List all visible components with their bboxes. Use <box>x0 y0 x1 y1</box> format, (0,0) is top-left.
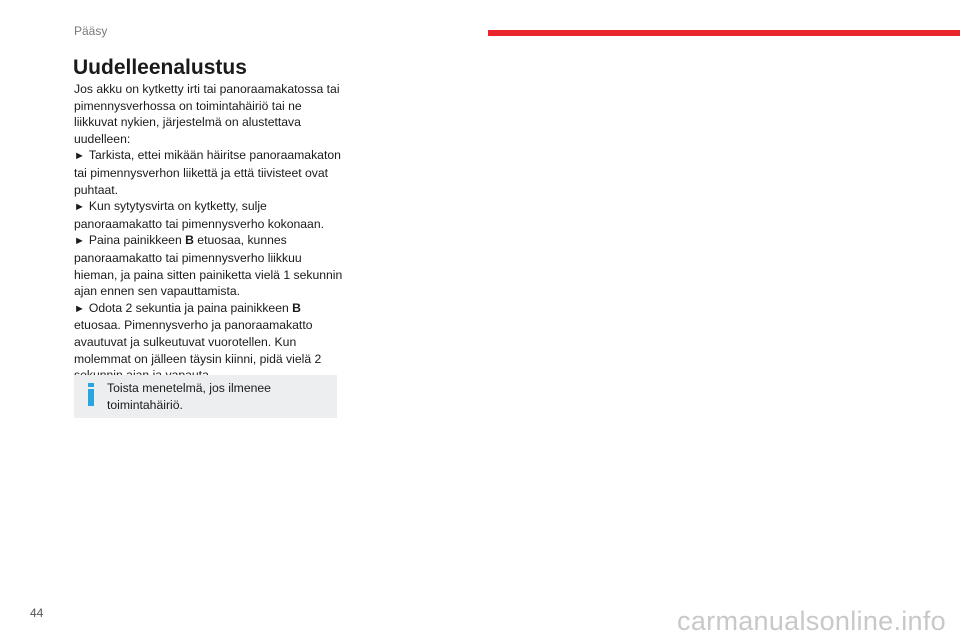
step-2 <box>74 198 344 232</box>
section-accent-bar <box>488 30 960 36</box>
step-text-after: etuosaa. Pimennysverho ja panoraamakatto avautuvat ja sulkeutuvat vuorotellen. Kun molemmat on jälleen täysin kiinni, pidä vielä 2 <box>74 318 322 366</box>
info-note <box>74 375 337 418</box>
step-text-before: Paina painikkeen <box>88 233 186 248</box>
watermark: carmanualsonline.info <box>677 606 946 636</box>
arrow-icon: ► <box>74 235 85 248</box>
button-label: B <box>185 233 194 248</box>
arrow-icon: ► <box>74 201 85 214</box>
step-1 <box>74 147 344 198</box>
arrow-icon: ► <box>74 302 85 315</box>
page-number: 44 <box>30 606 44 620</box>
page-title: Uudelleenalustus <box>73 56 247 79</box>
step-text-before: Odota 2 sekuntia ja paina painikkeen <box>88 300 293 315</box>
section-label: Pääsy <box>74 24 108 38</box>
article-body <box>74 81 344 384</box>
step-text: Kun sytytysvirta on kytketty, sulje panoraamakatto tai pimennysverho kokonaan. <box>74 199 324 231</box>
step-3 <box>74 232 344 299</box>
intro-paragraph: Jos akku on kytketty irti tai panoraamakatossa tai pimennysverhossa on toimintahäiriö tai ne liikkuvat nykien, järjestelmä on alustettava uudelleen: <box>74 82 340 146</box>
info-note-text: Toista menetelmä, jos ilmenee toimintahäiriö. <box>107 381 271 412</box>
info-icon <box>87 383 95 407</box>
step-4 <box>74 300 344 384</box>
step-text: Tarkista, ettei mikään häiritse panoraamakaton tai pimennysverhon liikettä ja että tiivisteet ovat puhtaat. <box>74 148 341 197</box>
arrow-icon: ► <box>74 150 85 163</box>
button-label: B <box>292 300 301 315</box>
step-text-after: etuosaa, kunnes panoraamakatto tai pimennysverho liikkuu hieman, ja paina sitten painiketta vielä 1 sekunnin ajan ennen sen vapauttamista. <box>74 233 343 299</box>
